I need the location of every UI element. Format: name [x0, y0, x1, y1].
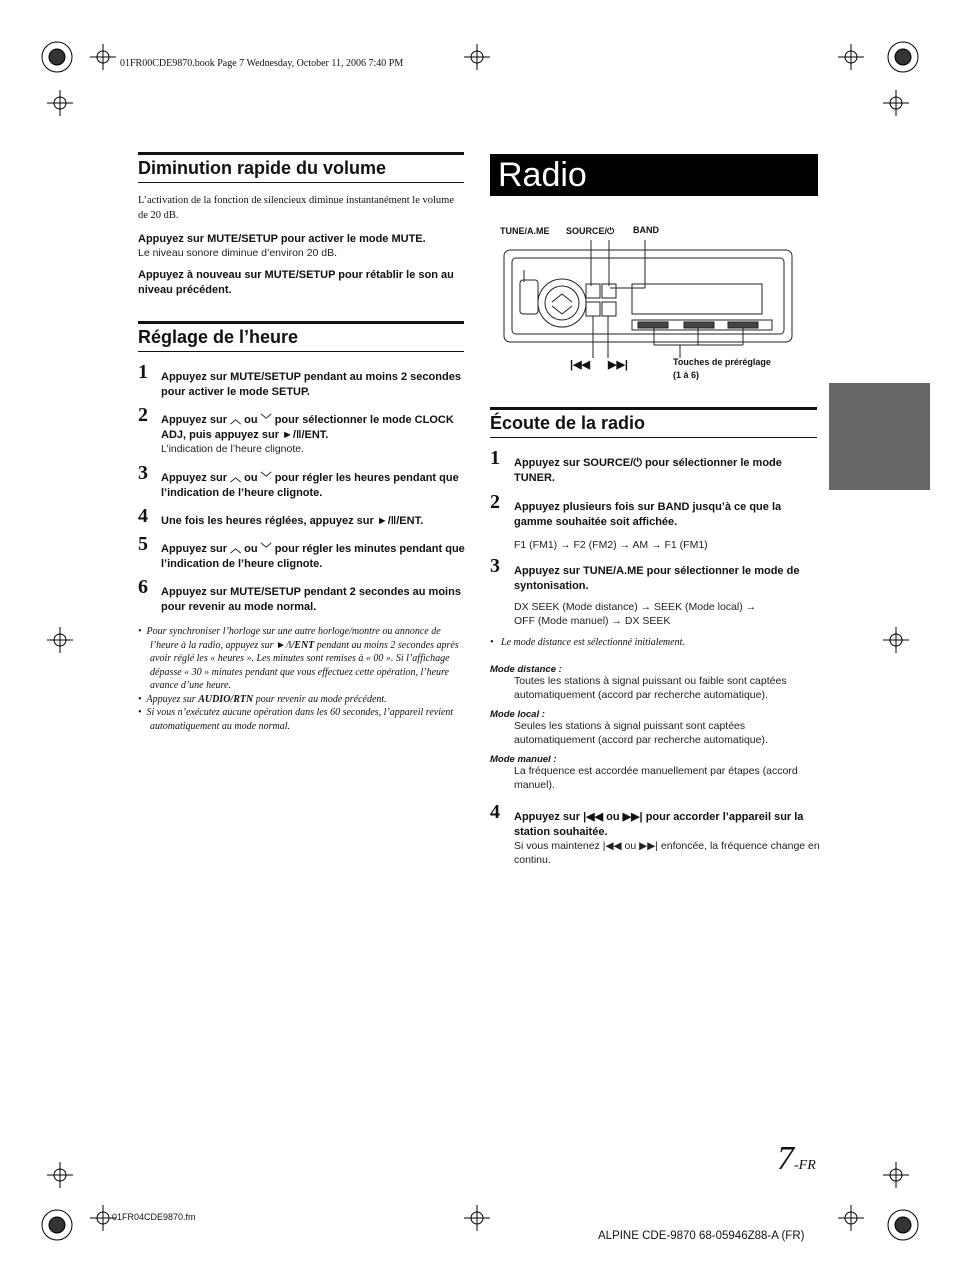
- key: TUNE/A.ME: [583, 565, 644, 577]
- volume-instruction-2: [138, 268, 464, 298]
- section-title-volume: Diminution rapide du volume: [138, 152, 464, 183]
- step-number: 5: [138, 533, 148, 555]
- key: MUTE/SETUP: [230, 586, 301, 598]
- power-icon: ⏻: [633, 457, 642, 469]
- step-number: 1: [490, 447, 500, 469]
- text: pour régler les heures pendant que l’indication de l’heure clignote.: [161, 472, 459, 499]
- mode-sequence-2: OFF (Mode manuel) → DX SEEK: [514, 614, 671, 627]
- text: Appuyez sur: [514, 457, 584, 469]
- text: Appuyez sur: [161, 472, 231, 484]
- note-item: • Appuyez sur AUDIO/RTN pour revenir au mode précédent.: [138, 693, 387, 705]
- mode-sequence-1: DX SEEK (Mode distance) → SEEK (Mode local) →: [514, 601, 757, 613]
- clock-step-4: [138, 505, 468, 529]
- clock-step-5: [138, 533, 468, 572]
- clock-step-6: [138, 576, 468, 615]
- text: Appuyez sur: [161, 371, 231, 383]
- step-sub: L’indication de l’heure clignote.: [161, 443, 305, 455]
- text: pour sélectionner le mode CLOCK ADJ, puis appuyez sur: [161, 414, 454, 441]
- text: .: [420, 515, 424, 527]
- label-tune: TUNE/A.ME: [500, 226, 550, 236]
- power-icon: ⏻: [607, 226, 615, 236]
- band-sequence: F1 (FM1) → F2 (FM2) → AM → F1 (FM1): [514, 539, 708, 551]
- text: (1 à 6): [673, 370, 700, 380]
- header-bookline: 01FR00CDE9870.book Page 7 Wednesday, October 11, 2006 7:40 PM: [120, 58, 404, 69]
- text: pour sélectionner le mode TUNER.: [514, 457, 782, 484]
- text: Appuyez sur: [161, 543, 231, 555]
- text: Si vous n’exécutez aucune opération dans les 60 secondes, l’appareil revient automatiquement au mode normal.: [146, 707, 454, 732]
- volume-sub: Le niveau sonore diminue d’environ 20 dB.: [138, 247, 338, 259]
- step-number: 4: [138, 505, 148, 527]
- text: Le mode distance est sélectionné initialement.: [501, 637, 685, 648]
- text: ou: [241, 414, 261, 426]
- step-number: 4: [490, 801, 500, 823]
- mode-text: La fréquence est accordée manuellement par étapes (accord manuel).: [514, 765, 798, 791]
- label-presets: [673, 356, 771, 382]
- text: Appuyez sur: [138, 233, 208, 245]
- radio-note: • Le mode distance est sélectionné initialement.: [490, 637, 685, 648]
- clock-step-2: [138, 404, 468, 457]
- text: pendant au moins 2 secondes après avoir réglé les « heures ». Les minutes sont remises à « 00 ». Si l’affichage dépasse « 30 » minutes pendant que vous effectuez cette opération, l’heure avance d’une heure.: [150, 639, 459, 691]
- next-icon: ▶▶|: [639, 840, 659, 852]
- mode-label: Mode distance :: [490, 664, 562, 675]
- step-number: 2: [138, 404, 148, 426]
- section-title-clock: Réglage de l’heure: [138, 321, 464, 352]
- text: ou: [241, 472, 261, 484]
- play-pause-icon: ►/‖: [276, 639, 292, 651]
- clock-notes: [138, 625, 466, 733]
- text: Appuyez sur: [161, 414, 231, 426]
- text: ou: [241, 543, 261, 555]
- radio-step-4: [490, 801, 820, 867]
- section-title-listen: Écoute de la radio: [490, 407, 817, 438]
- radio-step-3: [490, 555, 820, 628]
- text: Appuyez à nouveau sur: [138, 269, 265, 281]
- note-item: • Pour synchroniser l’horloge sur une autre horloge/montre ou annonce de l’heure à la radio, appuyez sur ►/‖/ENT pendant au moins 2 secondes après avoir réglé les « heures ». Les minutes sont remises à « 00 ». Si l’affichage dépasse « 30 » minutes pendant que vous effectuez cette opération, l’heure avance d’une heure.: [138, 626, 459, 691]
- label-band: BAND: [633, 225, 659, 235]
- prev-icon: |◀◀: [583, 811, 604, 823]
- modes-list: [490, 664, 820, 792]
- text: pour activer le mode MUTE.: [277, 233, 426, 245]
- footer-model: ALPINE CDE-9870 68-05946Z88-A (FR): [598, 1230, 805, 1242]
- text: jusqu’à ce que la gamme souhaitée soit affichée.: [514, 501, 782, 528]
- radio-step-1: [490, 447, 820, 486]
- text: pour régler les minutes pendant que l’indication de l’heure clignote.: [161, 543, 465, 570]
- key-mute-setup: MUTE/SETUP: [264, 269, 336, 281]
- chapter-tab: [829, 383, 930, 490]
- page-suffix: -FR: [794, 1158, 816, 1173]
- radio-title: Radio: [490, 154, 818, 196]
- key: BAND: [657, 501, 690, 513]
- step-number: 2: [490, 491, 500, 513]
- play-pause-icon: ►/‖: [282, 429, 302, 441]
- radio-step-2: [490, 491, 820, 553]
- text: Une fois les heures réglées, appuyez sur: [161, 515, 377, 527]
- up-icon: ︿: [230, 472, 242, 484]
- text: pour accorder l’appareil sur la station souhaitée.: [514, 811, 804, 838]
- key: /ENT: [301, 429, 326, 441]
- text: pour rétablir le son au niveau précédent.: [138, 269, 454, 296]
- step-number: 3: [138, 462, 148, 484]
- text: .: [325, 429, 329, 441]
- volume-intro: L’activation de la fonction de silencieux diminue instantanément le volume de 20 dB.: [138, 195, 454, 221]
- mode-label: Mode manuel :: [490, 754, 557, 765]
- text: ou: [621, 840, 640, 852]
- text: ou: [603, 811, 623, 823]
- text: SOURCE/: [566, 226, 608, 236]
- text: Pour synchroniser l’horloge sur une autre horloge/montre ou annonce de l’heure à la radio, appuyez sur: [146, 626, 441, 651]
- down-icon: ﹀: [260, 414, 272, 426]
- step-number: 3: [490, 555, 500, 577]
- text: Appuyez sur: [146, 693, 199, 705]
- mode-label: Mode local :: [490, 709, 545, 720]
- key: MUTE/SETUP: [230, 371, 301, 383]
- prev-icon: |◀◀: [570, 359, 590, 371]
- text: Appuyez sur: [514, 811, 584, 823]
- label-source: [566, 226, 614, 237]
- prev-icon: |◀◀: [602, 840, 622, 852]
- text: pour sélectionner le mode de syntonisation.: [514, 565, 800, 592]
- mode-text: Seules les stations à signal puissant sont captées automatiquement (accord par recherche automatique).: [514, 720, 768, 746]
- volume-instruction-1: [138, 232, 468, 247]
- text: Appuyez sur: [161, 586, 231, 598]
- next-icon: ▶▶|: [622, 811, 643, 823]
- down-icon: ﹀: [260, 543, 272, 555]
- note-item: • Si vous n’exécutez aucune opération dans les 60 secondes, l’appareil revient automatiquement au mode normal.: [138, 707, 454, 732]
- text: pendant au moins 2 secondes pour activer le mode SETUP.: [161, 371, 461, 398]
- clock-step-3: [138, 462, 468, 501]
- page-number: [777, 1140, 816, 1178]
- text: enfoncée, la fréquence change en continu.: [514, 840, 820, 866]
- key-mute-setup: MUTE/SETUP: [207, 233, 278, 245]
- key: SOURCE/: [583, 457, 634, 469]
- text: Touches de préréglage: [673, 357, 771, 367]
- key: /ENT: [291, 639, 315, 651]
- step-number: 6: [138, 576, 148, 598]
- text: pour revenir au mode précédent.: [253, 693, 387, 705]
- step-number: 1: [138, 361, 148, 383]
- up-icon: ︿: [230, 543, 242, 555]
- play-pause-icon: ►/‖: [376, 515, 397, 527]
- key: /ENT: [396, 515, 421, 527]
- mode-text: Toutes les stations à signal puissant ou faible sont captées automatiquement (accord par recherche automatique).: [514, 675, 787, 701]
- down-icon: ﹀: [260, 472, 272, 484]
- text: Appuyez sur: [514, 565, 584, 577]
- footer-file: 01FR04CDE9870.fm: [112, 1212, 196, 1222]
- up-icon: ︿: [230, 414, 242, 426]
- next-icon: ▶▶|: [608, 359, 628, 371]
- text: pendant 2 secondes au moins pour revenir au mode normal.: [161, 586, 461, 613]
- text: Si vous maintenez: [514, 840, 603, 852]
- page-digit: 7: [777, 1140, 794, 1177]
- clock-step-1: [138, 361, 468, 400]
- text: Appuyez plusieurs fois sur: [514, 501, 658, 513]
- key: AUDIO/RTN: [198, 693, 254, 705]
